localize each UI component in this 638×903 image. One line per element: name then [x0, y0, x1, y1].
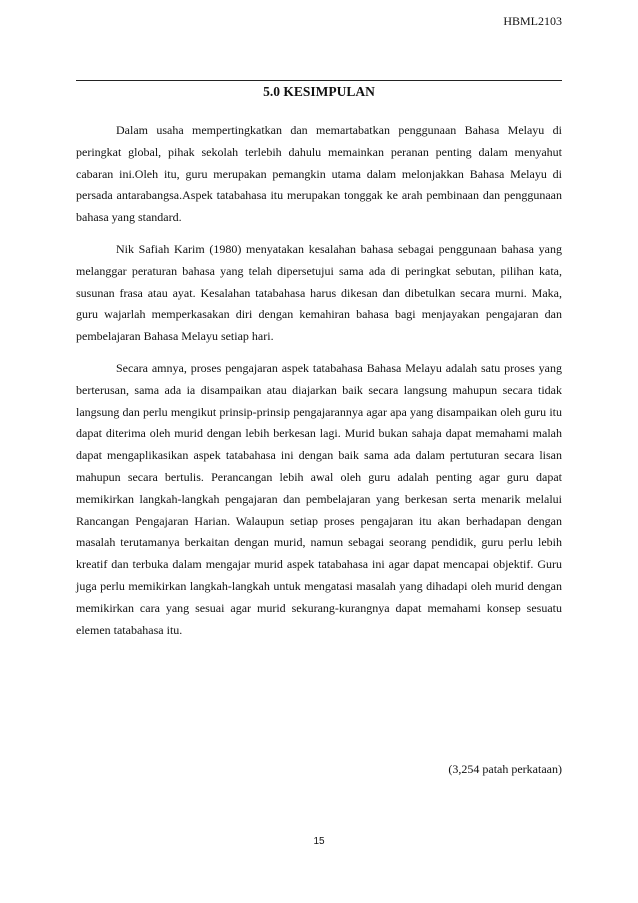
course-code: HBML2103 — [503, 14, 562, 28]
paragraph: Nik Safiah Karim (1980) menyatakan kesalahan bahasa sebagai penggunaan bahasa yang melanggar peraturan bahasa yang telah dipersetujui sama ada di peringkat sebutan, pilihan kata, susunan frasa atau ayat. Kesalahan tatabahasa harus dikesan dan dibetulkan secara murni. Maka, guru wajarlah memperkasakan diri dengan kemahiran bahasa bagi menjayakan pengajaran dan pembelajaran Bahasa Melayu setiap hari. — [76, 241, 562, 344]
body-text — [76, 120, 562, 651]
header-divider — [76, 80, 562, 81]
paragraph: Dalam usaha mempertingkatkan dan memartabatkan penggunaan Bahasa Melayu di peringkat global, pihak sekolah terlebih dahulu memainkan peranan penting dalam menyahut cabaran ini.Oleh itu, guru merupakan pemangkin utama dalam melonjakkan Bahasa Melayu di persada antarabangsa.Aspek tatabahasa itu merupakan tonggak ke arah pembinaan dan penggunaan bahasa yang standard. — [76, 123, 562, 225]
paragraph: Secara amnya, proses pengajaran aspek tatabahasa Bahasa Melayu adalah satu proses yang berterusan, sama ada ia disampaikan atau diajarkan baik secara langsung mahupun secara tidak langsung dan perlu mengikut prinsip-prinsip pengajarannya agar apa yang disampaikan oleh guru itu dapat diterima oleh murid dengan lebih berkesan lagi. Murid bukan sahaja dapat memahami malah dapat mengaplikasikan aspek tatabahasa ini dengan baik sama ada dalam pertuturan secara lisan mahupun secara bertulis. Perancangan lebih awal oleh guru adalah penting agar guru dapat memikirkan langkah-langkah pengajaran dan pembelajaran yang berkesan serta menarik melalui Rancangan Pengajaran Harian. Walaupun setiap proses pengajaran itu akan berhadapan dengan masalah terutamanya berkaitan dengan murid, namun sebagai seorang pendidik, guru perlu lebih kreatif dan terbuka dalam mengajar murid aspek tatabahasa ini agar dapat mencapai objektif. Guru juga perlu memikirkan langkah-langkah untuk mengatasi masalah yang dihadapi oleh murid dengan memikirkan cara yang sesuai agar murid sekurang-kurangnya dapat memahami konsep sesuatu elemen tatabahasa itu. — [76, 360, 562, 637]
section-title: 5.0 KESIMPULAN — [263, 84, 375, 99]
page-number: 15 — [313, 836, 325, 847]
word-count: (3,254 patah perkataan) — [448, 762, 562, 776]
